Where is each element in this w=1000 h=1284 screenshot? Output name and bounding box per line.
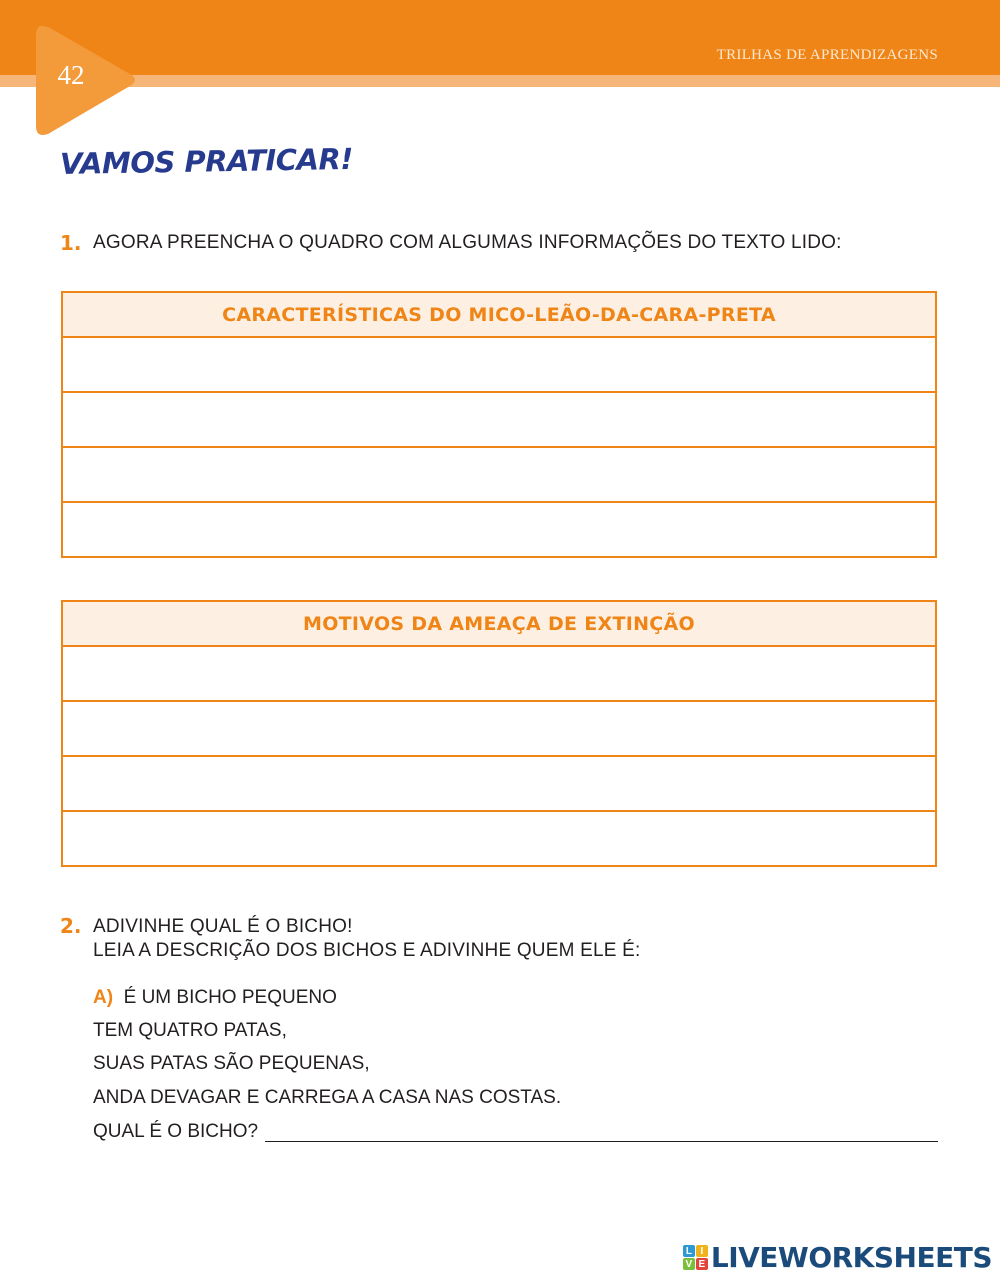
answer-row-2[interactable] xyxy=(63,393,935,448)
liveworksheets-brand: LIVEWORKSHEETS xyxy=(710,1241,992,1274)
question-2-text xyxy=(93,915,640,963)
item-a-text: É UM BICHO PEQUENO xyxy=(123,987,337,1008)
series-title: TRILHAS DE APRENDIZAGENS xyxy=(716,47,938,63)
answer-row-3[interactable] xyxy=(63,757,935,812)
page-number: 42 xyxy=(57,60,85,90)
item-a-answer-line[interactable] xyxy=(265,1141,938,1142)
liveworksheets-watermark xyxy=(683,1241,992,1274)
question-1-number: 1. xyxy=(60,231,82,255)
table-extinction-reasons xyxy=(61,600,937,867)
table-characteristics xyxy=(61,291,937,558)
item-a-question: QUAL É O BICHO? xyxy=(93,1121,259,1142)
table-header: CARACTERÍSTICAS DO MICO-LEÃO-DA-CARA-PRETA xyxy=(63,293,935,338)
item-a-label: A) xyxy=(93,987,114,1008)
answer-row-2[interactable] xyxy=(63,702,935,757)
item-a-line-1 xyxy=(93,987,337,1009)
answer-row-4[interactable] xyxy=(63,812,935,865)
answer-row-1[interactable] xyxy=(63,338,935,393)
question-1-text: AGORA PREENCHA O QUADRO COM ALGUMAS INFORMAÇÕES DO TEXTO LIDO: xyxy=(93,232,842,253)
item-a-line-4: ANDA DEVAGAR E CARREGA A CASA NAS COSTAS. xyxy=(93,1087,562,1108)
section-title: VAMOS PRATICAR! xyxy=(59,141,354,181)
question-2-number: 2. xyxy=(60,914,82,938)
table-header: MOTIVOS DA AMEAÇA DE EXTINÇÃO xyxy=(63,602,935,647)
answer-row-1[interactable] xyxy=(63,647,935,702)
question-2-line-2: LEIA A DESCRIÇÃO DOS BICHOS E ADIVINHE QUEM ELE É: xyxy=(93,940,641,961)
item-a-line-3: SUAS PATAS SÃO PEQUENAS, xyxy=(93,1053,370,1074)
item-a-line-2: TEM QUATRO PATAS, xyxy=(93,1020,287,1041)
answer-row-3[interactable] xyxy=(63,448,935,503)
header-stripe xyxy=(0,75,1000,87)
liveworksheets-logo-icon: L I V E xyxy=(683,1245,708,1270)
answer-row-4[interactable] xyxy=(63,503,935,556)
question-2-line-1: ADIVINHE QUAL É O BICHO! xyxy=(93,916,353,937)
